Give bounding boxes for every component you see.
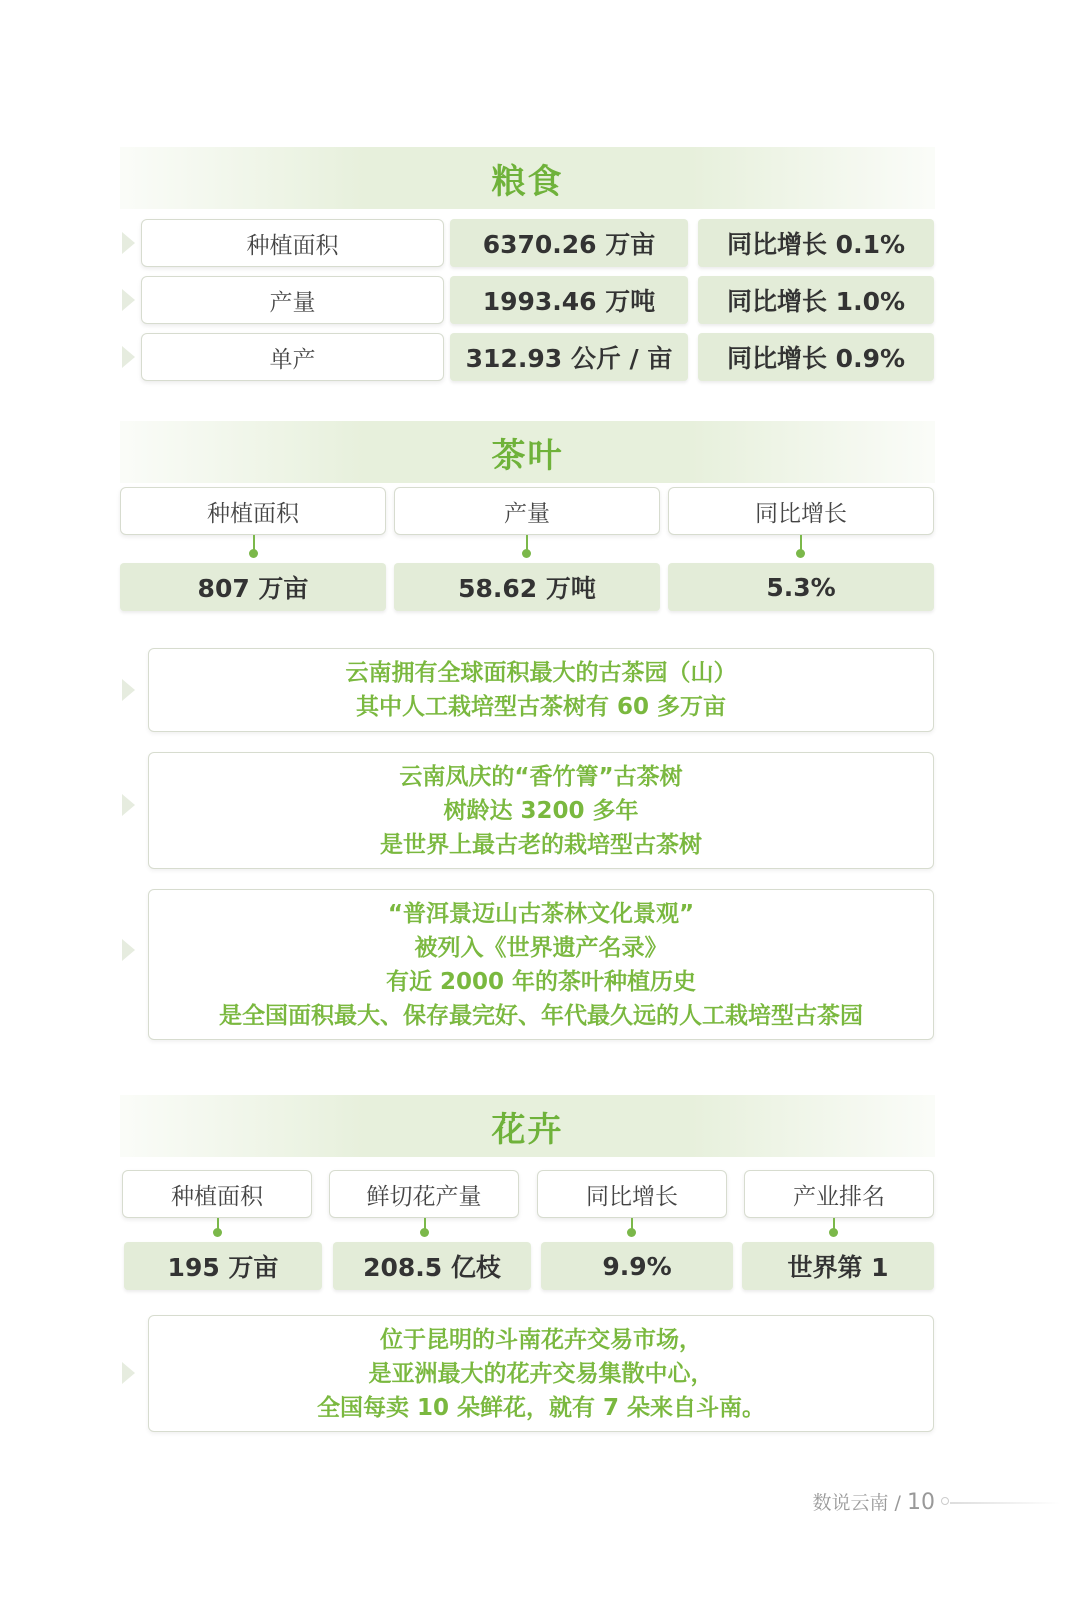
connector-dot-icon [213,1228,222,1237]
note-line: 全国每卖 10 朵鲜花，就有 7 朵来自斗南。 [316,1394,766,1421]
note-line: “普洱景迈山古茶林文化景观” [387,900,695,927]
flower-stat-label: 鲜切花产量 [329,1170,519,1218]
row-arrow-icon [122,346,135,368]
flower-stat-label: 产业排名 [744,1170,934,1218]
footer-ring-icon [941,1497,949,1505]
tea-note [148,889,934,1040]
tea-stat-value: 5.3% [668,563,934,611]
flower-stat-value: 208.5 亿枝 [333,1242,531,1290]
note-arrow-icon [122,794,135,816]
note-line: 被列入《世界遗产名录》 [414,934,668,961]
flower-stat-label: 种植面积 [122,1170,312,1218]
grain-row-value: 312.93 公斤 / 亩 [450,333,688,381]
flower-stat-value: 世界第 1 [742,1242,934,1290]
grain-row-label: 种植面积 [141,219,444,267]
grain-row-growth: 同比增长 1.0% [698,276,934,324]
grain-section-banner [120,147,935,209]
flower-section-banner [120,1095,935,1157]
note-line: 云南拥有全球面积最大的古茶园（山） [345,660,737,686]
grain-row-growth: 同比增长 0.9% [698,333,934,381]
footer-source: 数说云南 [812,1492,889,1514]
grain-row-label: 产量 [141,276,444,324]
flower-stat-value: 9.9% [541,1242,733,1290]
connector-dot-icon [249,549,258,558]
note-line: 是世界上最古老的栽培型古茶树 [380,831,702,858]
connector-dot-icon [522,549,531,558]
note-line: 有近 2000 年的茶叶种植历史 [385,968,697,995]
footer-divider [950,1502,1060,1504]
tea-note [148,648,934,732]
connector-dot-icon [627,1228,636,1237]
note-line: 位于昆明的斗南花卉交易市场， [380,1326,702,1353]
flower-stat-label: 同比增长 [537,1170,727,1218]
grain-section-title: 粮食 [491,161,564,202]
note-arrow-icon [122,939,135,961]
tea-stat-value: 807 万亩 [120,563,386,611]
note-line: 是全国面积最大、保存最完好、年代最久远的人工栽培型古茶园 [219,1002,863,1029]
flower-note [148,1315,934,1432]
tea-section-banner [120,421,935,483]
grain-row-label: 单产 [141,333,444,381]
grain-row-value: 1993.46 万吨 [450,276,688,324]
grain-row-growth: 同比增长 0.1% [698,219,934,267]
flower-section-title: 花卉 [491,1109,564,1150]
note-arrow-icon [122,1362,135,1384]
tea-stat-value: 58.62 万吨 [394,563,660,611]
tea-stat-label: 种植面积 [120,487,386,535]
connector-dot-icon [796,549,805,558]
connector-dot-icon [829,1228,838,1237]
note-line: 云南凤庆的“香竹箐”古茶树 [399,763,683,790]
tea-section-title: 茶叶 [491,435,564,476]
grain-row-value: 6370.26 万亩 [450,219,688,267]
row-arrow-icon [122,232,135,254]
tea-stat-label: 同比增长 [668,487,934,535]
note-line: 其中人工栽培型古茶树有 60 多万亩 [355,694,727,720]
note-line: 是亚洲最大的花卉交易集散中心， [368,1360,714,1387]
flower-stat-value: 195 万亩 [124,1242,322,1290]
note-arrow-icon [122,679,135,701]
row-arrow-icon [122,289,135,311]
tea-note [148,752,934,869]
footer-separator: / [888,1492,907,1514]
page-number: 10 [907,1490,935,1515]
note-line: 树龄达 3200 多年 [443,797,639,824]
page-footer [813,1488,936,1515]
connector-dot-icon [420,1228,429,1237]
tea-stat-label: 产量 [394,487,660,535]
